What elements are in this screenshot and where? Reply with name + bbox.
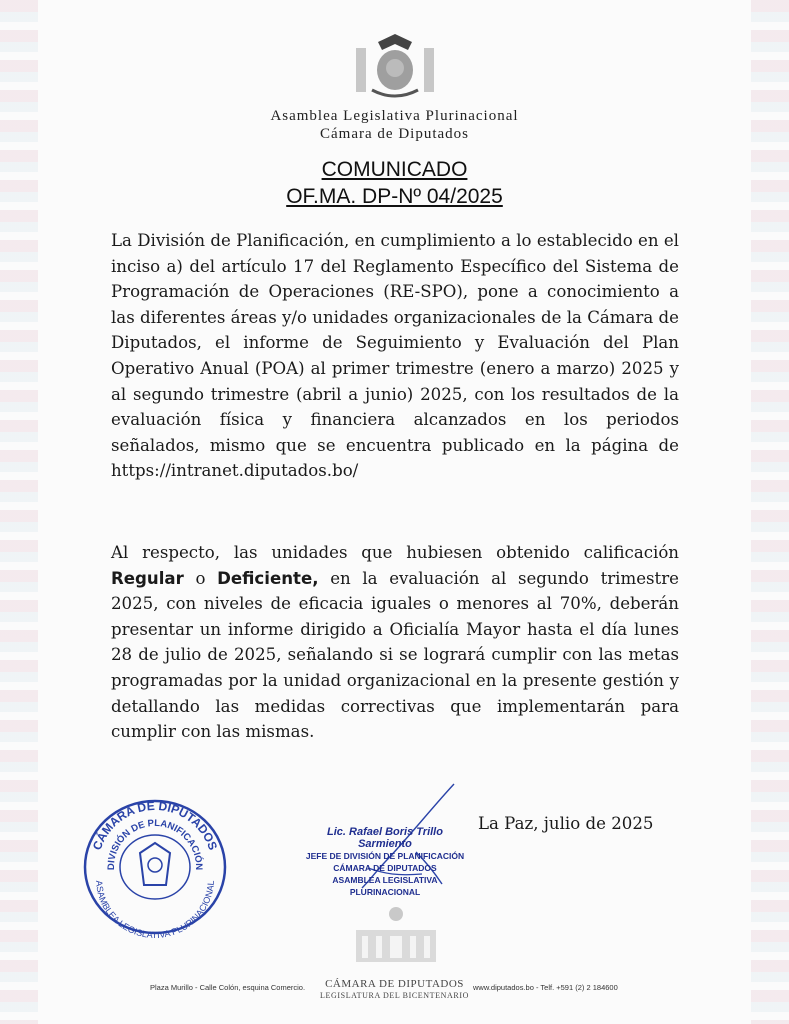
- signer-name: Lic. Rafael Boris Trillo Sarmiento: [327, 826, 443, 850]
- decorative-right-border: [751, 0, 789, 1024]
- document-title: COMUNICADO: [321, 158, 468, 181]
- coat-of-arms-icon: [354, 32, 436, 104]
- footer-address: Plaza Murillo - Calle Colón, esquina Comercio.: [150, 983, 306, 992]
- chamber-name: Cámara de Diputados: [320, 126, 469, 142]
- paragraph-2-or: o: [195, 568, 206, 588]
- chamber-building-icon: [342, 902, 450, 972]
- footer-legislature: LEGISLATURA DEL BICENTENARIO: [320, 991, 469, 1000]
- institution-name: Asamblea Legislativa Plurinacional: [270, 108, 519, 124]
- body-paragraph-2: [111, 540, 679, 745]
- rating-deficiente: Deficiente,: [217, 568, 319, 588]
- rating-regular: Regular: [111, 568, 184, 588]
- signer-chamber: CÁMARA DE DIPUTADOS: [333, 863, 437, 873]
- paragraph-2-lead: Al respecto, las unidades que hubiesen obtenido calificación: [111, 543, 679, 562]
- issue-date: La Paz, julio de 2025: [478, 814, 654, 833]
- paragraph-2-tail: en la evaluación al segundo trimestre 2025, con niveles de eficacia iguales o menores al 70%, deberán presentar un informe dirigido a Oficialía Mayor hasta el día lunes 28 de julio de 2025, señalando si se logrará cumplir con las metas programadas por la unidad organizacional en la presente gestión y detallando las medidas correctivas que implementarán para cumplir con las mismas.: [111, 568, 679, 742]
- seal-bottom-text: ASAMBLEA LEGISLATIVA PLURINACIONAL: [93, 880, 217, 940]
- seal-outer-text: CÁMARA DE DIPUTADOS: [89, 798, 221, 852]
- seal-inner-text: DIVISIÓN DE PLANIFICACIÓN: [105, 817, 205, 871]
- official-seal: [80, 795, 230, 940]
- body-paragraph-1: [111, 228, 679, 484]
- signature-block: [300, 826, 470, 898]
- paragraph-1-text: La División de Planificación, en cumplimiento a lo establecido en el inciso a) del artículo 17 del Reglamento Específico del Sistema de Programación de Operaciones (RE-SPO), pone a conocimiento a las diferentes áreas y/o unidades organizacionales de la Cámara de Diputados, el informe de Seguimiento y Evaluación del Plan Operativo Anual (POA) al primer trimestre (enero a marzo) 2025 y al segundo trimestre (abril a junio) 2025, con los resultados de la evaluación física y financiera alcanzados en los periodos señalados, mismo que se encuentra publicado en la página de: [111, 231, 679, 455]
- intranet-link[interactable]: https://intranet.diputados.bo/: [111, 461, 359, 481]
- footer-contact: www.diputados.bo - Telf. +591 (2) 2 184600: [473, 983, 618, 992]
- signer-assembly: ASAMBLEA LEGISLATIVA PLURINACIONAL: [332, 875, 438, 897]
- decorative-left-border: [0, 0, 38, 1024]
- signer-position: JEFE DE DIVISIÓN DE PLANIFICACIÓN: [305, 851, 465, 861]
- document-reference: OF.MA. DP-Nº 04/2025: [286, 185, 503, 208]
- footer-chamber-name: CÁMARA DE DIPUTADOS: [325, 978, 464, 990]
